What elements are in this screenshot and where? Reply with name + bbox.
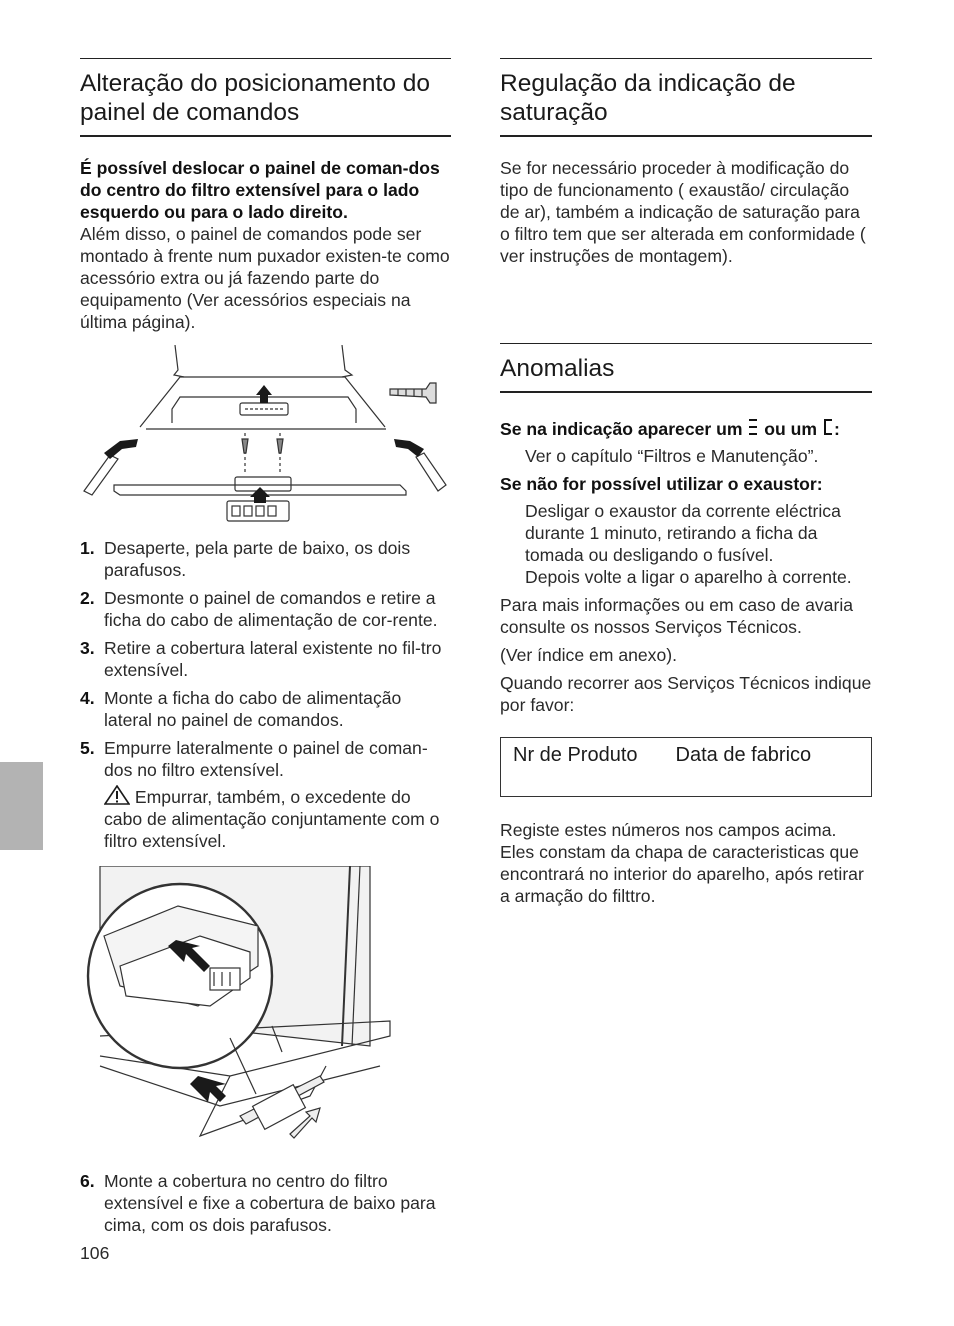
left-column	[80, 58, 451, 1242]
page-number: 106	[80, 1243, 110, 1263]
step-number: 3.	[80, 638, 95, 658]
list-item	[80, 687, 451, 731]
steps-list-continued	[80, 1170, 451, 1236]
display-symbol-c-icon	[822, 417, 834, 437]
step-number: 4.	[80, 688, 95, 708]
step-number: 5.	[80, 738, 95, 758]
list-item	[80, 737, 451, 781]
section-heading-control-panel: Alteração do posicionamento do painel de comandos	[80, 58, 451, 137]
control-panel-diagram	[80, 345, 451, 525]
fault-question-2: Se não for possível utilizar o exaustor:	[500, 474, 823, 494]
fault-question-colon: :	[833, 419, 840, 439]
step-text: Empurre lateralmente o painel de coman-dos no filtro extensível.	[104, 738, 428, 780]
register-numbers-text: Registe estes números nos campos acima. Eles constam da chapa de caracteristicas que encontrará no interior do aparelho, após retirar a armação do filttro.	[500, 820, 864, 906]
fault-answer-2: Desligar o exaustor da corrente eléctrica durante 1 minuto, retirando a ficha da tomada ou desligando o fusível.	[525, 501, 841, 565]
intro-text: Além disso, o painel de comandos pode ser montado à frente num puxador existen-te como acessório extra ou já fazendo parte do equipamento (Ver acessórios especiais na última página).	[80, 224, 450, 332]
steps-list	[80, 537, 451, 781]
fault-question-1	[500, 417, 872, 440]
fault-question-text: ou um	[764, 419, 818, 439]
display-symbol-e-icon	[747, 417, 759, 437]
step-number: 1.	[80, 538, 95, 558]
step-text: Monte a ficha do cabo de alimentação lateral no painel de comandos.	[104, 688, 402, 730]
right-column	[500, 58, 872, 907]
section-heading-faults: Anomalias	[500, 343, 872, 393]
list-item	[80, 587, 451, 631]
service-request-text: Quando recorrer aos Serviços Técnicos indique por favor:	[500, 673, 872, 715]
step-text: Desaperte, pela parte de baixo, os dois parafusos.	[104, 538, 411, 580]
warning-note	[80, 785, 451, 852]
filter-insertion-diagram	[80, 866, 451, 1156]
step-number: 2.	[80, 588, 95, 608]
manufacture-date-label: Data de fabrico	[675, 744, 812, 766]
page-tab-marker	[0, 762, 43, 850]
step-text: Retire a cobertura lateral existente no fil-tro extensível.	[104, 638, 442, 680]
list-item	[80, 1170, 451, 1236]
fault-answer-1: Ver o capítulo “Filtros e Manutenção”.	[525, 446, 819, 466]
list-item	[80, 637, 451, 681]
section-heading-saturation: Regulação da indicação de saturação	[500, 58, 872, 137]
step-text: Monte a cobertura no centro do filtro extensível e fixe a cobertura de baixo para cima, com os dois parafusos.	[104, 1171, 436, 1235]
list-item	[80, 537, 451, 581]
index-reference-text: (Ver índice em anexo).	[500, 645, 678, 665]
intro-bold-text: É possível deslocar o painel de coman-dos do centro do filtro extensível para o lado esquerdo ou para o lado direito.	[80, 158, 440, 222]
step-text: Desmonte o painel de comandos e retire a ficha do cabo de alimentação de cor-rente.	[104, 588, 438, 630]
service-info-text: Para mais informações ou em caso de avaria consulte os nossos Serviços Técnicos.	[500, 595, 854, 637]
fault-question-text: Se na indicação aparecer um	[500, 419, 743, 439]
warning-icon	[104, 785, 130, 805]
saturation-text: Se for necessário proceder à modificação do tipo de funcionamento ( exaustão/ circulação de ar), também a indicação de saturação para o filtro tem que ser alterada em conformidade ( ver instruções de montagem).	[500, 158, 866, 266]
step-number: 6.	[80, 1171, 95, 1191]
product-info-box	[500, 737, 872, 797]
warning-text: Empurrar, também, o excedente do cabo de alimentação conjuntamente com o filtro extensível.	[104, 787, 440, 851]
product-number-label: Nr de Produto	[513, 744, 638, 766]
fault-answer-2b: Depois volte a ligar o aparelho à corrente.	[525, 567, 852, 587]
